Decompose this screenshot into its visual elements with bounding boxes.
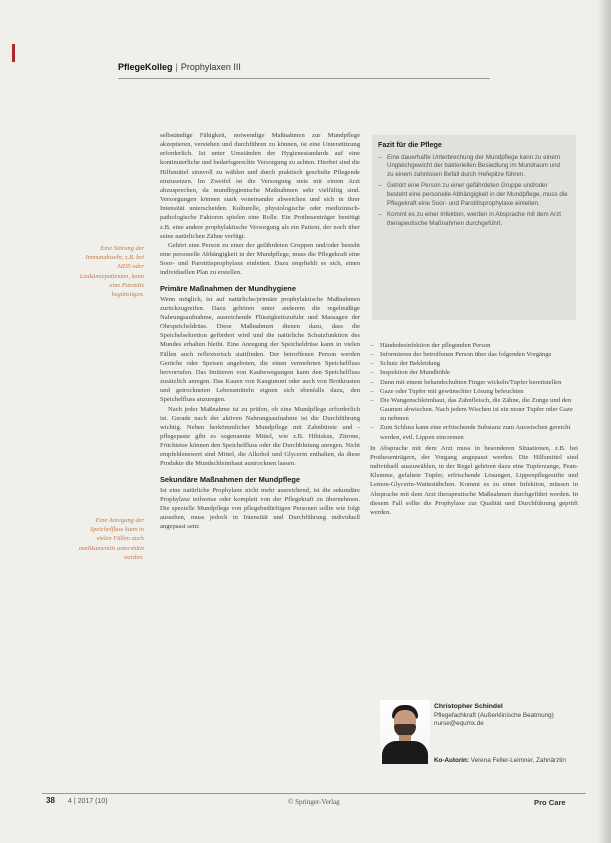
sidenote-saliva: Eine Anregung der Speichelfluss kann in vielen Fällen auch medikamentös unterstützt werden. (78, 517, 144, 561)
author-info (434, 703, 584, 729)
list-item: – Schutz der Bekleidung (370, 360, 441, 368)
body-paragraph: Wenn möglich, ist auf natürliche/primäre prophylaktische Maßnahmen zurückzugreifen. Dazu gehören unter anderem die regelmäßige Nahrungsaufnahme, ausreichende Flüssigkeitszufuhr und Massagen der Ohrspeicheldrüse. Diese Maßnahmen dienen dazu, dass die Speichelsekretion gefördert wird und die natürliche Schutzfunktion des Mundes erhalten bleibt. Eine Anregung der Speicheldrüse kann in vielen Fällen auch reflextorisch stattfinden. Der betroffenen Person werden Gerüche oder Speisen angeboten, die einen vermehrten Speichelfluss hervorrufen. Das Imitieren von Kaubewegungen kann den Speichelfluss zusätzlich anregen. Das Kauen von Kaugummi oder auch von Brotkrusten und getrockneten Lebensmitteln eignen sich ebenfalls dazu, den Speichelfluss anzuregen. (160, 295, 360, 404)
care-steps-list (370, 341, 578, 524)
fazit-item: – Kommt es zu einer Infektion, werden in Absprache mit dem Arzt therapeutische Maßnahmen durchgeführt. (378, 211, 562, 227)
body-paragraph: Nach jeder Maßnahme ist zu prüfen, ob eine Mundpflege erforderlich ist. Gerade nach der aktiven Nahrungsaufnahme ist die Durchführung wichtig. Neben herkömmlicher Mundpflege mit Zahnbürste und -pflegepaste gibt es sogenannte Mittel, wie z.B. Hibiskus, Zitrone, Früchtetee können den Speichelfluss oder die Durchblutung anregen. Nicht empfehlenswert sind Mittel, die Alkohol und Glycerin enthalten, da diese Produkte die Mundschleimhaut austrocknen lassen. (160, 405, 360, 468)
running-header (118, 62, 490, 79)
section-marker (12, 44, 15, 62)
fazit-item: – Eine dauerhafte Unterbrechung der Mundpflege kann zu einem Ungleichgewicht der bakteriellen Besiedlung im Mundraum und zu einem zahnlosen Befall durch Hefepilze führen. (378, 153, 561, 178)
list-item: – Zum Schluss kann eine erfrischende Substanz zum Auswischen gereicht werden, evtl. Lippen eincremen (370, 424, 571, 441)
fazit-title: Fazit für die Pflege (378, 140, 442, 149)
sidenote-immune: Eine Störung der Immunabwehr, z.B. bei AIDS oder Leukämiepatienten, kann eine Parotitis begünstigen. (79, 245, 144, 299)
magazine-brand: Pro Care (534, 798, 566, 807)
author-email: nurse@equmx.de (434, 720, 484, 728)
list-item: – Informieren der betroffenen Person über das folgenden Vorgänge (370, 351, 552, 359)
list-item: – Inspektion der Mundhöhle (370, 369, 450, 377)
body-paragraph: selbständige Fähigkeit, notwendige Maßnahmen zur Mundpflege akzeptieren, verstehen und durchführen zu können, ist eine Unterstützung erforderlich. Ist unter Umständen der Hygienestandards auf eine kontinuierliche und bedarfsgerechte Versorgung zu achten. Hierbei sind die Hilfsmittel sinnvoll zu wählen und durch praktisch geschulte Pflegende einzusetzen. Im Zweifel ist die Versorgung stets mit einem Arzt abzusprechen, da mundhygienische Maßnahmen sehr vielfältig sind. Versorgungen können stark voneinander abweichen und sich in ihrer Intensität unterscheiden. Kulturelle, physiologische oder medizinisch-pathologische Faktoren spielen eine Rolle. Ein Prothesenträger benötigt z.B. eine andere prophylaktische Versorgung als ein Patient, der noch über seine natürlichen Zähne verfügt. (160, 132, 360, 240)
footer-divider (42, 793, 586, 794)
author-name: Christopher Schindel (434, 703, 503, 710)
fazit-item: – Gehört eine Person zu einer gefährdeten Gruppe und/oder besteht eine personelle Abhängigkeit in der Mundpflege, muss die Pflegekraft eine Soor- und Parotitisprophylaxe einleiten. (378, 182, 568, 207)
subheading-primary: Primäre Maßnahmen der Mundhygiene (160, 283, 296, 293)
header-section: Prophylaxen III (180, 62, 241, 72)
body-paragraph: Gehört eine Person zu einer der gefährdeten Gruppen und/oder besteht eine personelle Abhängigkeit in der Mundpflege, muss die Pflegekraft eine Soor- und Parotitisprophylaxe einleiten. Dazu empfiehlt es sich, einen individuellen Plan zu erstellen. (160, 241, 360, 277)
list-item: – Gaze oder Tupfer mit gewünschter Lösung befeuchten (370, 387, 524, 395)
issue-label: 4 | 2017 (10) (68, 798, 108, 805)
publisher-label: © Springer-Verlag (288, 798, 340, 806)
list-item: – Händedesinfektion der pflegenden Person (370, 342, 491, 349)
subheading-secondary: Sekundäre Maßnahmen der Mundpflege (160, 474, 301, 484)
author-photo (380, 700, 430, 764)
body-paragraph: In Absprache mit dem Arzt muss in besonderen Situationen, z.B. bei Prothesenträgern, der Vorgang angepasst werden. Die Hilfsmittel sind individuell auszuwählen, in der Regel gehören dazu eine Tupferzange, Pean-Klemme, gefaltete Tupfer, erfrischende Lösungen, Lippenpflegestifte und Lemon-Glycerin-Wattestäbchen. Kommt es zu einer Infektion, müssen in Absprache mit dem Arzt therapeutische Maßnahmen durchgeführt werden. In diesem Fall sollte die Prophylaxe zur Qualität und Durchführung geprüft werden. (370, 444, 578, 516)
header-separator: | (175, 62, 178, 72)
list-item: – Die Wangenschleimhaut, das Zahnfleisch, die Zähne, die Zunge und den Gaumen abwischen. Nach jedem Wischen ist ein neuer Tupfer oder Gaze zu nehmen (370, 396, 573, 423)
page-number: 38 (46, 796, 55, 805)
main-column (160, 131, 360, 532)
author-role: Pflegefachkraft (Außerklinische Beatmung) (434, 711, 554, 719)
coauthor-text: Verena Feller-Leimner, Zahnärztin (470, 757, 566, 764)
page-gutter-shadow (597, 0, 611, 843)
body-paragraph: Ist eine natürliche Prophylaxe nicht mehr ausreichend, ist die sekundäre Prophylaxe teilweise oder komplett von der Pflegekraft zu übernehmen. Die spezielle Mundpflege von pflegebedürftigen Personen sollte wie folgt aussehen, muss jedoch in Intensität und Durchführung individuell angepasst sein: (160, 486, 360, 531)
list-item: – Dann mit einem behandschuhten Finger wickeln/Tupfer bereitstellen (370, 378, 562, 386)
fazit-box (372, 135, 576, 320)
coauthor-label: Ko-Autorin: (434, 757, 469, 764)
header-brand: PflegeKolleg (118, 62, 173, 72)
coauthor-info (434, 757, 584, 766)
